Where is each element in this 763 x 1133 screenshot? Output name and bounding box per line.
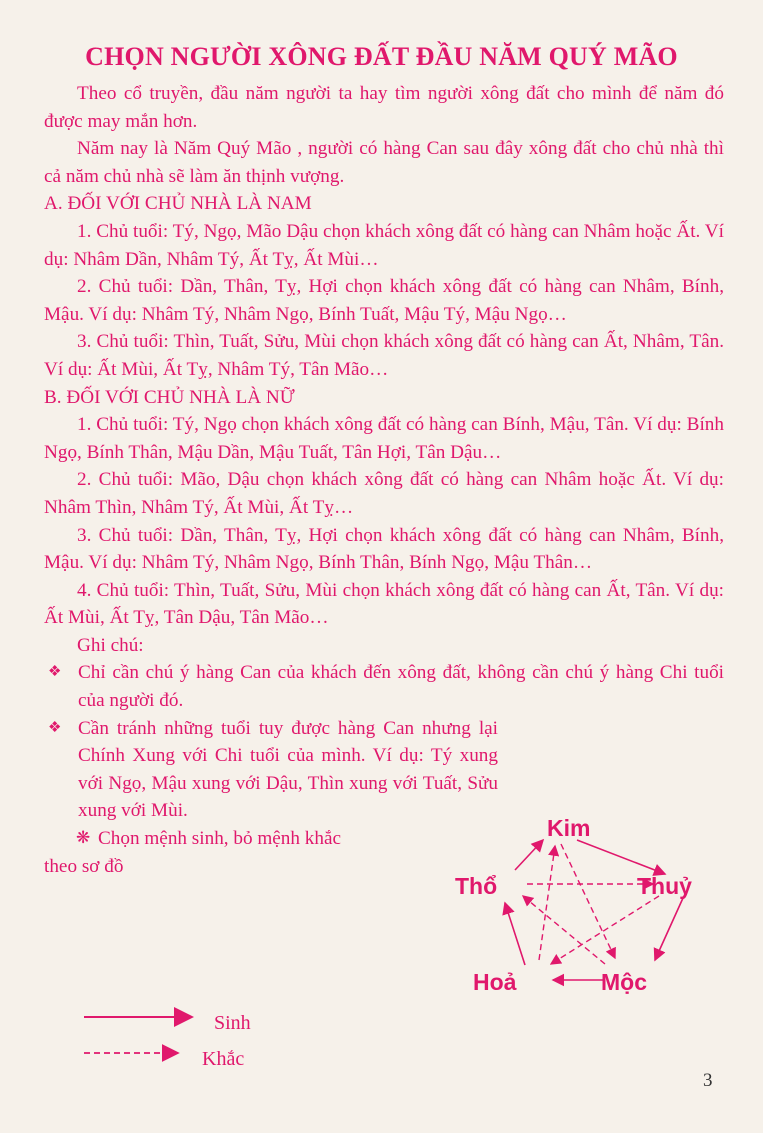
arrow-thuy-moc [655, 898, 683, 960]
node-kim: Kim [547, 815, 591, 841]
intro-paragraph-1: Theo cổ truyền, đầu năm người ta hay tìm người xông đất cho mình để năm đó được may mắn hơn. [44, 83, 724, 132]
note-bullet-1-text: Chỉ cần chú ý hàng Can của khách đến xông đất, không cần chú ý hàng Chi tuổi của người đó. [78, 662, 724, 712]
main-content [44, 80, 724, 880]
note-bullet-2-text: Cần tránh những tuổi tuy được hàng Can nhưng lại Chính Xung với Chi tuổi của mình. Ví dụ: Tý xung với Ngọ, Mậu xung với Dậu, Thìn xung với Tuất, Sửu xung với Mùi. [78, 717, 498, 822]
section-b-heading: B. ĐỐI VỚI CHỦ NHÀ LÀ NỮ [44, 386, 295, 408]
arrow-tho-kim [515, 840, 543, 870]
section-a-item-2: 2. Chủ tuổi: Dần, Thân, Tỵ, Hợi chọn khách xông đất có hàng can Nhâm, Bính, Mậu. Ví dụ: Nhâm Tý, Nhâm Ngọ, Bính Tuất, Mậu Tý, Mậu Ngọ… [44, 276, 724, 325]
dash-thuy-hoa [551, 896, 659, 964]
note-last-line-2: theo sơ đồ [44, 855, 124, 877]
section-b-item-4: 4. Chủ tuổi: Thìn, Tuất, Sửu, Mùi chọn khách xông đất có hàng can Ất, Tân. Ví dụ: Ất Mùi, Ất Tỵ, Tân Dậu, Tân Mão… [44, 579, 724, 629]
section-a-heading: A. ĐỐI VỚI CHỦ NHÀ LÀ NAM [44, 193, 312, 215]
note-bullet-1 [44, 659, 724, 714]
section-a-item-1: 1. Chủ tuổi: Tý, Ngọ, Mão Dậu chọn khách xông đất có hàng can Nhâm hoặc Ất. Ví dụ: Nhâm Dần, Nhâm Tý, Ất Tỵ, Ất Mùi… [44, 220, 724, 270]
section-b-item-3: 3. Chủ tuổi: Dần, Thân, Tỵ, Hợi chọn khách xông đất có hàng can Nhâm, Bính, Mậu. Ví dụ: Nhâm Tý, Nhâm Ngọ, Bính Thân, Bính Ngọ, Mậu Thân… [44, 524, 724, 574]
legend-sinh-label: Sinh [214, 1012, 251, 1034]
page-number: 3 [703, 1070, 713, 1091]
dash-hoa-kim [539, 846, 555, 960]
node-thuy: Thuỷ [637, 873, 692, 899]
section-b-item-2: 2. Chủ tuổi: Mão, Dậu chọn khách xông đất có hàng can Nhâm hoặc Ất. Ví dụ: Nhâm Thìn, Nhâm Tý, Ất Mùi, Ất Tỵ… [44, 469, 724, 518]
five-elements-diagram [455, 808, 725, 998]
page-title: CHỌN NGƯỜI XÔNG ĐẤT ĐẦU NĂM QUÝ MÃO [85, 42, 678, 71]
diagram-legend [80, 1003, 280, 1073]
node-hoa: Hoả [473, 969, 517, 995]
note-last [44, 825, 488, 880]
node-moc: Mộc [601, 969, 647, 995]
legend-khac-label: Khắc [202, 1048, 245, 1070]
note-last-line-1: Chọn mệnh sinh, bỏ mệnh khắc [98, 828, 342, 850]
notes-label: Ghi chú: [77, 634, 144, 656]
arrow-kim-thuy [577, 840, 665, 874]
section-a-item-3: 3. Chủ tuổi: Thìn, Tuất, Sửu, Mùi chọn khách xông đất có hàng can Ất, Nhâm, Tân. Ví dụ: Ất Mùi, Ất Tỵ, Nhâm Tý, Tân Mão… [44, 331, 724, 380]
diamond-bullet-icon: ❖ [48, 719, 62, 736]
arrow-hoa-tho [505, 903, 525, 965]
dash-moc-tho [523, 896, 605, 964]
node-tho: Thổ [455, 873, 498, 899]
section-b-item-1: 1. Chủ tuổi: Tý, Ngọ chọn khách xông đất có hàng can Bính, Mậu, Tân. Ví dụ: Bính Ngọ, Bính Thân, Mậu Dần, Mậu Tuất, Tân Hợi, Tân Dậu… [44, 414, 724, 463]
intro-paragraph-2: Năm nay là Năm Quý Mão , người có hàng Can sau đây xông đất cho chủ nhà thì cả năm chủ nhà sẽ làm ăn thịnh vượng. [44, 138, 724, 187]
asterisk-bullet-icon: ❋ [76, 828, 91, 848]
note-bullet-2 [44, 715, 498, 825]
diamond-bullet-icon: ❖ [48, 664, 62, 681]
